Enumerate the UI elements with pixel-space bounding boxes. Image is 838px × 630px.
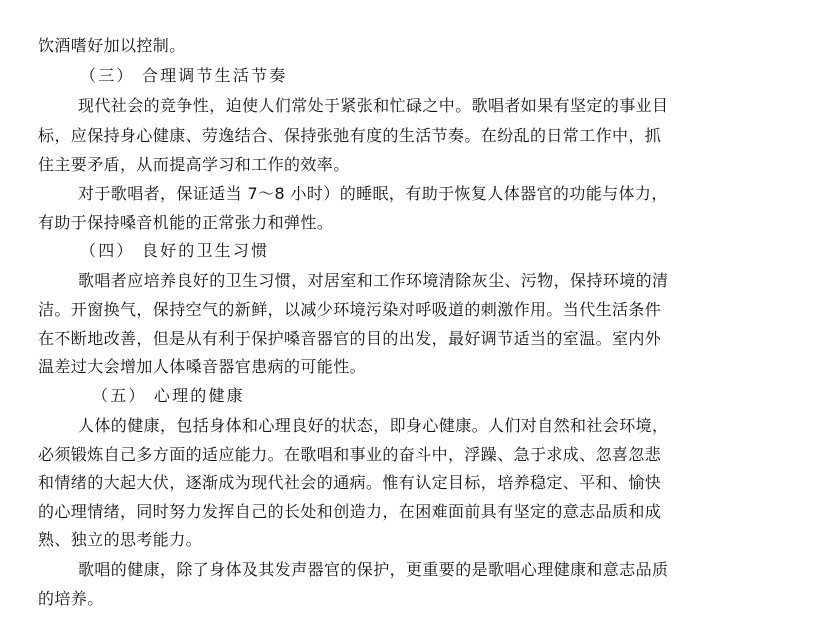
text-line: 和情绪的大起大伏，逐渐成为现代社会的通病。惟有认定目标，培养稳定、平和、愉快 xyxy=(38,473,662,492)
text-line: 对于歌唱者，保证适当 7～8 小时）的睡眠，有助于恢复人体器官的功能与体力， xyxy=(78,184,668,203)
text-line: 在不断地改善，但是从有利于保护嗓音器官的目的出发，最好调节适当的室温。室内外 xyxy=(38,329,662,348)
text-line: 熟、独立的思考能力。 xyxy=(38,530,203,549)
section-heading-3: （三） 合理调节生活节奏 xyxy=(80,66,288,85)
text-line: 人体的健康，包括身体和心理良好的状态，即身心健康。人们对自然和社会环境， xyxy=(78,416,669,435)
section-heading-5: （五） 心理的健康 xyxy=(92,386,245,405)
text-line: 住主要矛盾，从而提高学习和工作的效率。 xyxy=(38,155,350,174)
text-line: 现代社会的竞争性，迫使人们常处于紧张和忙碌之中。歌唱者如果有坚定的事业目 xyxy=(78,96,669,115)
text-line: 温差过大会增加人体嗓音器官患病的可能性。 xyxy=(38,357,367,376)
text-line: 必须锻炼自己多方面的适应能力。在歌唱和事业的奋斗中，浮躁、急于求成、忽喜忽悲 xyxy=(38,445,662,464)
text-line: 饮酒嗜好加以控制。 xyxy=(38,36,186,55)
text-line: 歌唱者应培养良好的卫生习惯，对居室和工作环境清除灰尘、污物，保持环境的清 xyxy=(78,271,669,290)
text-line: 标，应保持身心健康、劳逸结合、保持张弛有度的生活节奏。在纷乱的日常工作中，抓 xyxy=(38,126,662,145)
text-line: 的心理情绪，同时努力发挥自己的长处和创造力，在困难面前具有坚定的意志品质和成 xyxy=(38,502,662,521)
text-line: 歌唱的健康，除了身体及其发声器官的保护，更重要的是歌唱心理健康和意志品质 xyxy=(78,560,669,579)
text-line: 有助于保持嗓音机能的正常张力和弹性。 xyxy=(38,213,334,232)
text-line: 洁。开窗换气，保持空气的新鲜，以减少环境污染对呼吸道的刺激作用。当代生活条件 xyxy=(38,300,662,319)
text-line: 的培养。 xyxy=(38,589,104,608)
section-heading-4: （四） 良好的卫生习惯 xyxy=(80,241,270,260)
